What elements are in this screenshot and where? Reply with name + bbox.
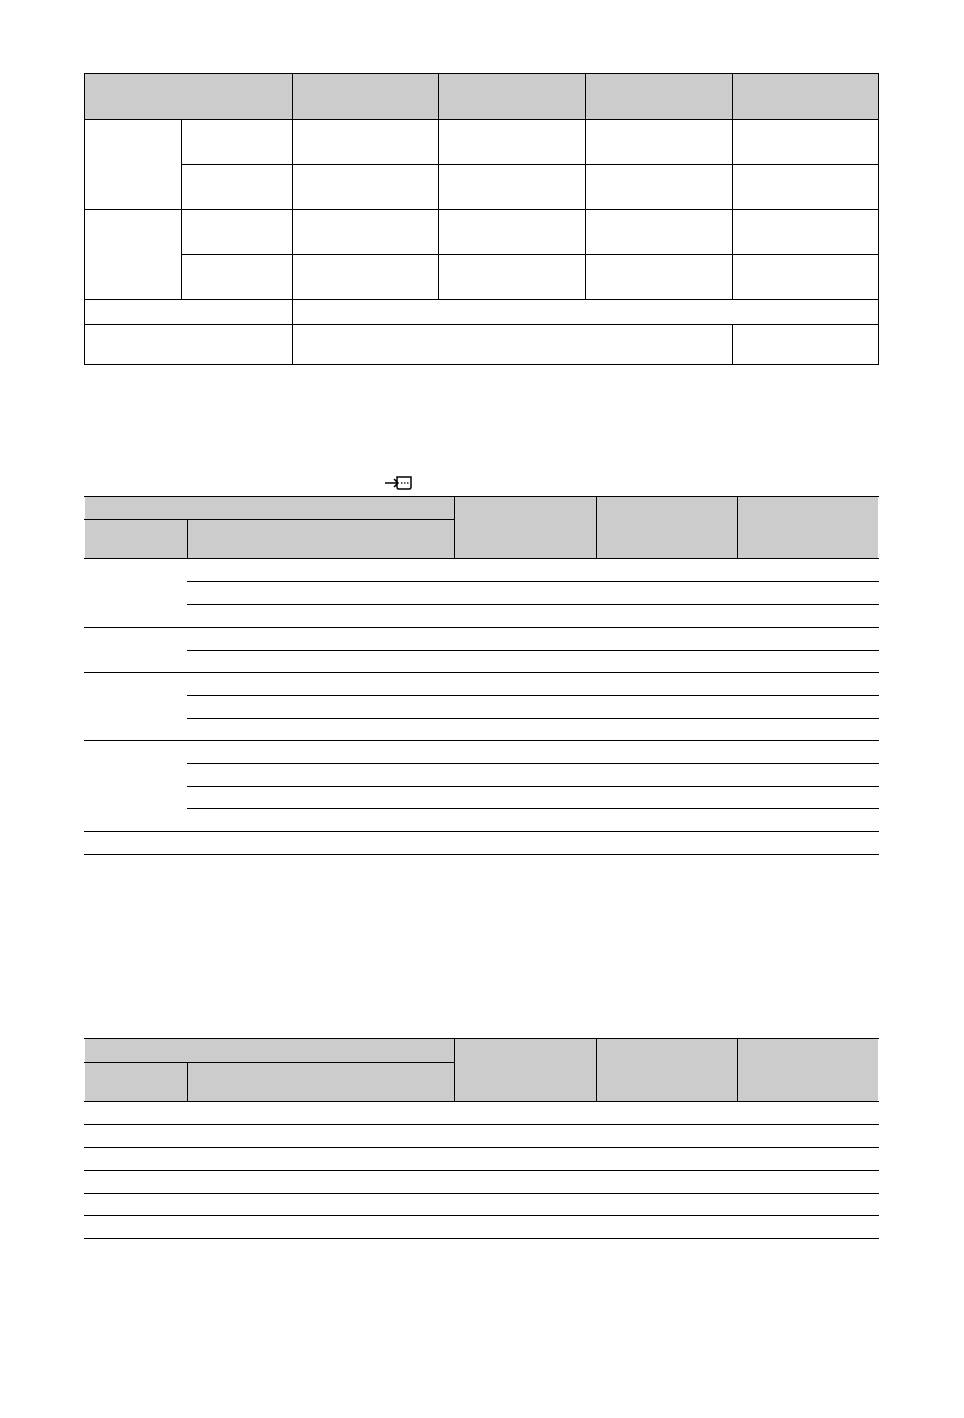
- pc-signal-table-header: [85, 1039, 878, 1101]
- input-signal-table-header: [85, 497, 878, 558]
- input-jack-icon: [384, 474, 414, 492]
- spec-table-border: [84, 73, 879, 365]
